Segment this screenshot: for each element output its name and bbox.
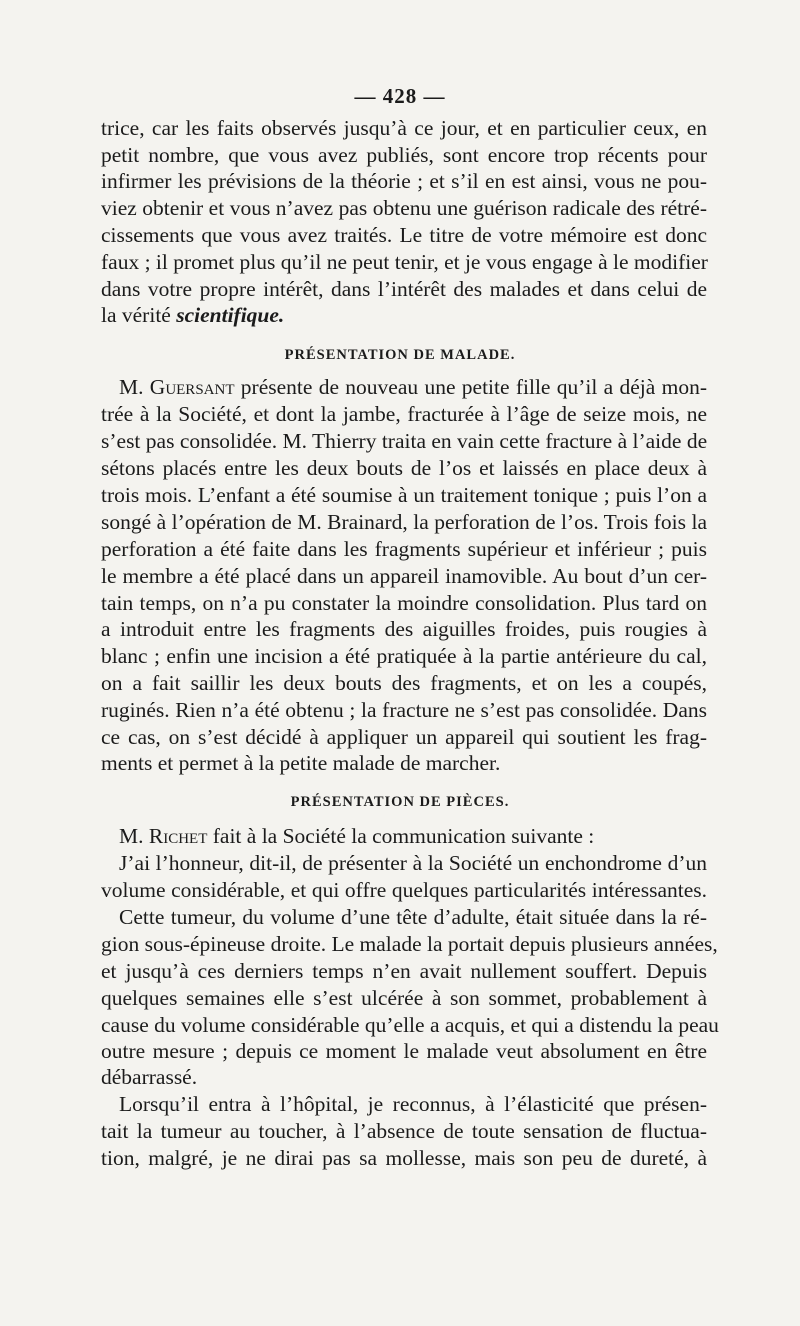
text-line: tain temps, on n’a pu constater la moindre consolidation. Plus tard on: [101, 591, 707, 615]
text-line: dans votre propre intérêt, dans l’intérêt des malades et dans celui de: [101, 277, 707, 301]
text-line: cause du volume considérable qu’elle a acquis, et qui a distendu la peau: [101, 1013, 719, 1037]
speaker-name: M. Guersant: [119, 375, 235, 399]
text-line: viez obtenir et vous n’avez pas obtenu une guérison radicale des rétré-: [101, 196, 707, 220]
text-line: ce cas, on s’est décidé à appliquer un appareil qui soutient les frag-: [101, 725, 707, 749]
text-line: songé à l’opération de M. Brainard, la perforation de l’os. Trois fois la: [101, 510, 707, 534]
text-line: cissements que vous avez traités. Le titre de votre mémoire est donc: [101, 223, 707, 247]
text-line: outre mesure ; depuis ce moment le malade veut absolument en être: [101, 1039, 707, 1063]
page-number: — 428 —: [354, 84, 446, 108]
text-line: a introduit entre les fragments des aiguilles froides, puis rougies à: [101, 617, 707, 641]
paragraph-first-line: Cette tumeur, du volume d’une tête d’adulte, était située dans la ré-: [119, 905, 707, 929]
text-run: fait à la Société la communication suivante :: [207, 824, 595, 848]
text-line: perforation a été faite dans les fragments supérieur et inférieur ; puis: [101, 537, 707, 561]
text-line: trois mois. L’enfant a été soumise à un traitement tonique ; puis l’on a: [101, 483, 707, 507]
text-line: s’est pas consolidée. M. Thierry traita en vain cette fracture à l’aide de: [101, 429, 708, 453]
text-line: le membre a été placé dans un appareil inamovible. Au bout d’un cer-: [101, 564, 707, 588]
text-line: on a fait saillir les deux bouts des fragments, et on les a coupés,: [101, 671, 707, 695]
text-line-last: [101, 300, 707, 330]
speaker-name: M. Richet: [119, 824, 208, 848]
text-line-last: débarrassé.: [101, 1065, 198, 1089]
text-line: quelques semaines elle s’est ulcérée à son sommet, probablement à: [101, 986, 707, 1010]
paragraph-first-line: [119, 372, 707, 402]
text-line: trée à la Société, et dont la jambe, fracturée à l’âge de seize mois, ne: [101, 402, 707, 426]
text-line: infirmer les prévisions de la théorie ; et s’il en est ainsi, vous ne pou-: [101, 169, 707, 193]
text-line: petit nombre, que vous avez publiés, sont encore trop récents pour: [101, 143, 707, 167]
section-heading-pieces: PRÉSENTATION DE PIÈCES.: [290, 794, 510, 810]
text-line: tion, malgré, je ne dirai pas sa mollesse, mais son peu de dureté, à: [101, 1146, 707, 1170]
paragraph-first-line: [119, 821, 707, 851]
text-line: sétons placés entre les deux bouts de l’os et laissés en place deux à: [101, 456, 707, 480]
text-run: présente de nouveau une petite fille qu’il a déjà mon-: [234, 375, 707, 399]
text-line: et jusqu’à ces derniers temps n’en avait nullement souffert. Depuis: [101, 959, 707, 983]
text-line: ruginés. Rien n’a été obtenu ; la fracture ne s’est pas consolidée. Dans: [101, 698, 707, 722]
text-line: faux ; il promet plus qu’il ne peut tenir, et je vous engage à le modifier: [101, 250, 708, 274]
emphasis-word: scientifique.: [176, 303, 285, 327]
text-line: tait la tumeur au toucher, à l’absence de toute sensation de fluctua-: [101, 1119, 707, 1143]
paragraph-first-line: J’ai l’honneur, dit-il, de présenter à la Société un enchondrome d’un: [119, 851, 707, 875]
text-line: gion sous-épineuse droite. Le malade la portait depuis plusieurs années,: [101, 932, 718, 956]
text-run: la vérité: [101, 303, 177, 327]
text-line: blanc ; enfin une incision a été pratiquée à la partie antérieure du cal,: [101, 644, 707, 668]
paragraph-first-line: Lorsqu’il entra à l’hôpital, je reconnus, à l’élasticité que présen-: [119, 1092, 707, 1116]
text-line-last: ments et permet à la petite malade de marcher.: [101, 751, 501, 775]
text-line: trice, car les faits observés jusqu’à ce jour, et en particulier ceux, en: [101, 116, 707, 140]
section-heading-malade: PRÉSENTATION DE MALADE.: [284, 347, 516, 363]
text-line: volume considérable, et qui offre quelques particularités intéressantes.: [101, 878, 707, 902]
